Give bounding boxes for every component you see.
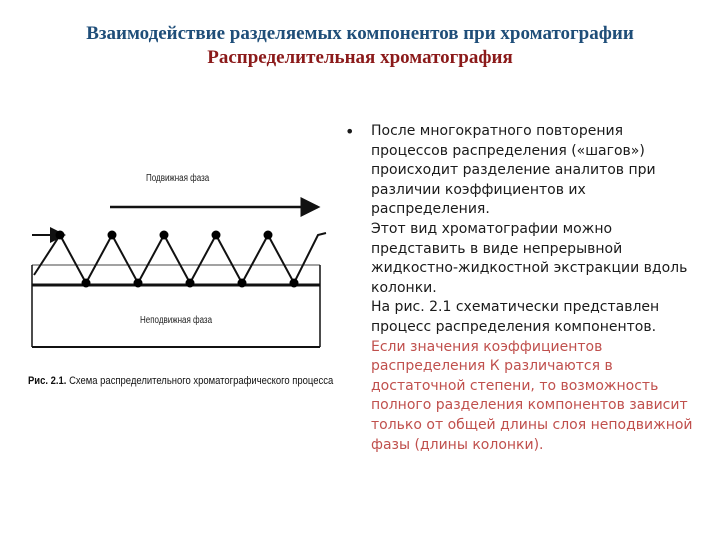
distribution-zigzag [34, 233, 326, 283]
paragraph-extraction: Этот вид хроматографии можно представить в виде непрерывной жидкостно-жидкостной экстракции вдоль колонки. [371, 220, 688, 296]
stationary-phase-label: Неподвижная фаза [140, 315, 213, 326]
stationary-step-dot [238, 279, 247, 288]
stationary-step-dot [134, 279, 143, 288]
body-text [345, 122, 695, 455]
slide-subtitle: Распределительная хроматография [207, 47, 513, 68]
stationary-step-dot [82, 279, 91, 288]
paragraph-figure-reference: На рис. 2.1 схематически представлен процесс распределения компонентов. [371, 299, 660, 335]
mobile-step-dot [108, 231, 117, 240]
stationary-step-dot [290, 279, 299, 288]
stationary-step-dot [186, 279, 195, 288]
paragraph-separation: После многократного повторения процессов распределения («шагов») происходит разделение аналитов при различии коэффициентов их распределения. [371, 123, 656, 218]
slide-title-block [60, 22, 660, 70]
figure-caption [28, 375, 333, 387]
chromatography-figure [28, 165, 340, 395]
caption-text: Схема распределительного хроматографического процесса [69, 375, 334, 387]
mobile-step-dot [160, 231, 169, 240]
bullet-icon: • [345, 122, 355, 141]
mobile-step-dot [56, 231, 65, 240]
paragraph-column-length: Если значения коэффициентов распределения К различаются в достаточной степени, то возможность полного разделения компонентов зависит только от общей длины слоя неподвижной фазы (длины колонки). [371, 338, 693, 453]
mobile-step-dot [264, 231, 273, 240]
caption-number: Рис. 2.1. [28, 375, 67, 387]
mobile-step-dot [212, 231, 221, 240]
chromatography-diagram [28, 165, 340, 375]
slide-title: Взаимодействие разделяемых компонентов при хроматографии [86, 23, 634, 44]
mobile-phase-label: Подвижная фаза [146, 173, 210, 184]
